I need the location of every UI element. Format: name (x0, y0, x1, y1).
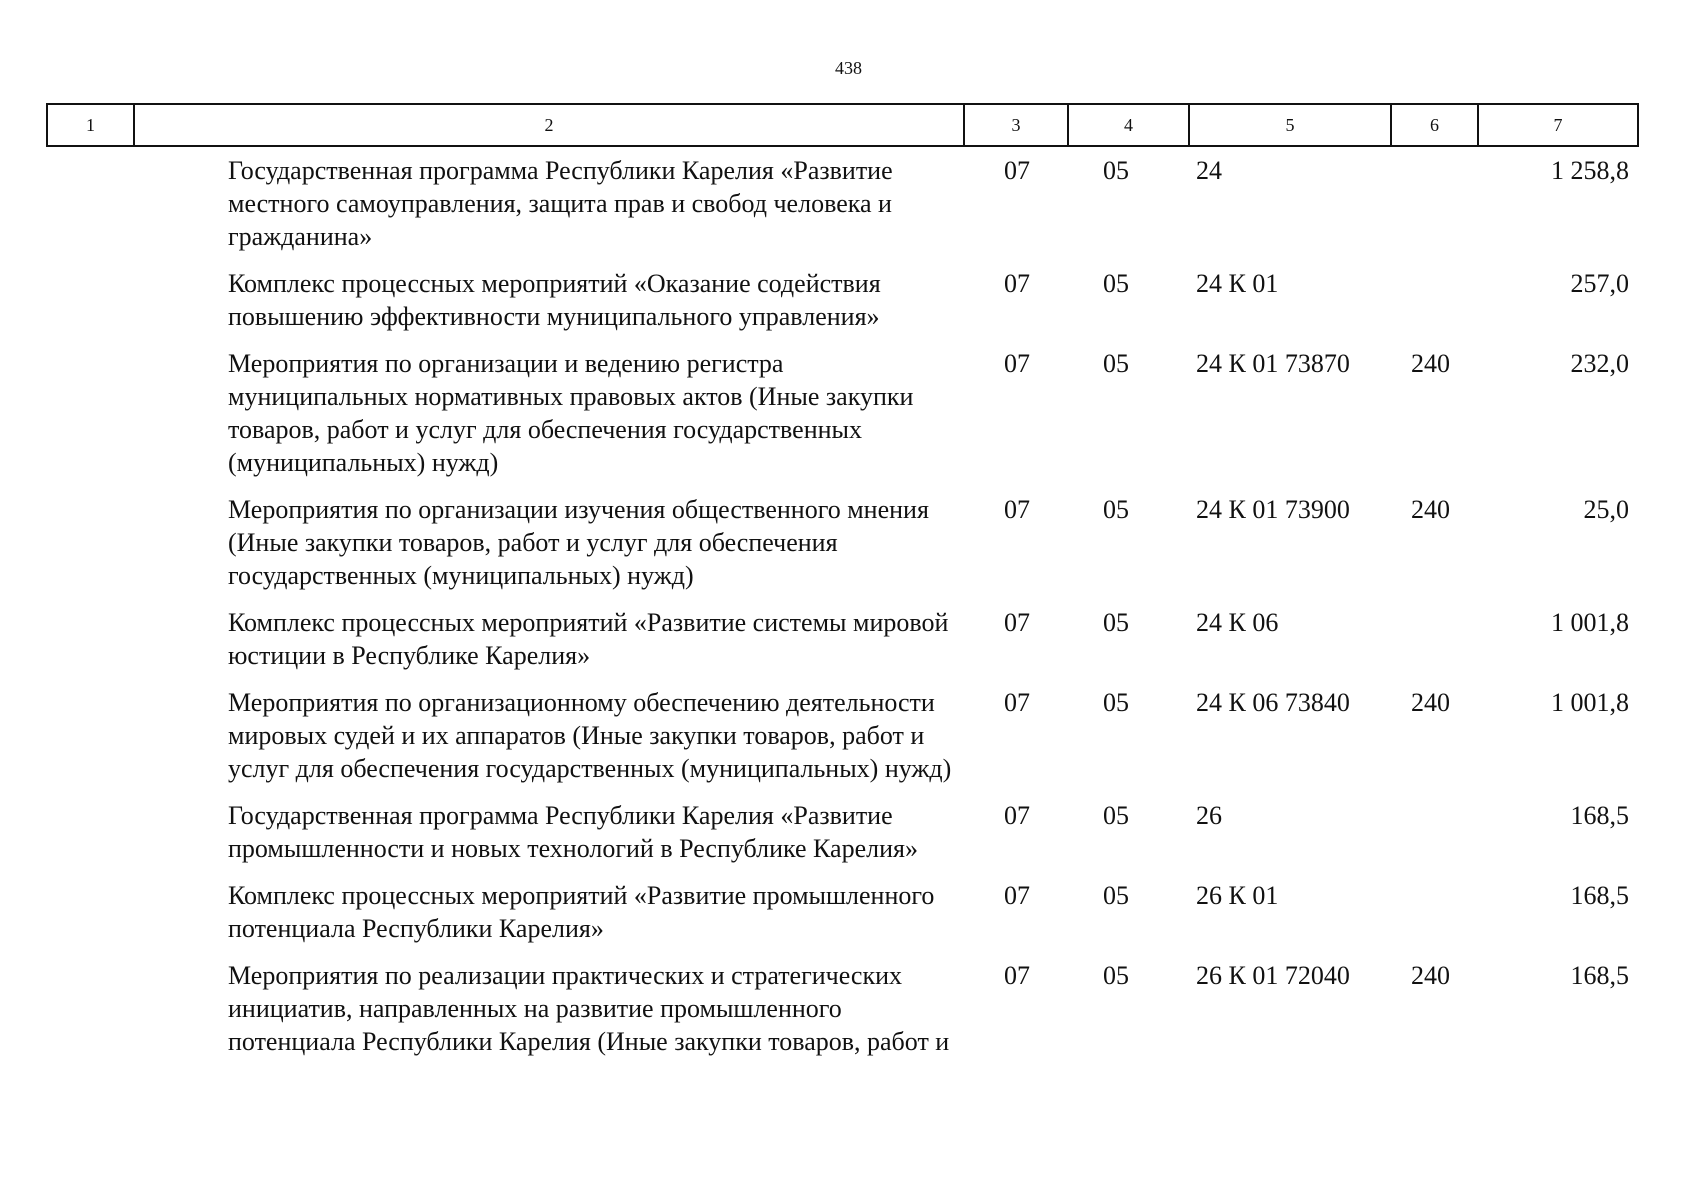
cell-expense-type (1390, 879, 1477, 959)
cell-number (46, 686, 133, 799)
cell-section: 07 (1004, 269, 1030, 298)
cell-subsection: 05 (1103, 156, 1129, 185)
cell-amount: 257,0 (1570, 269, 1629, 298)
cell-target-article: 24 К 06 73840 (1196, 688, 1350, 717)
table-row (46, 347, 1637, 493)
cell-amount: 168,5 (1570, 961, 1629, 990)
cell-target-article: 24 К 01 73900 (1196, 495, 1350, 524)
budget-table (46, 154, 1637, 1072)
header-cell-6: 6 (1391, 104, 1478, 146)
cell-subsection: 05 (1103, 608, 1129, 637)
cell-number (46, 799, 133, 879)
cell-number (46, 154, 133, 267)
cell-name: Мероприятия по организационному обеспечению деятельности мировых судей и их аппаратов (Иные закупки товаров, работ и услуг для обеспечения государственных (муниципальных) нужд) (228, 688, 952, 783)
cell-number (46, 267, 133, 347)
cell-section: 07 (1004, 881, 1030, 910)
cell-subsection: 05 (1103, 269, 1129, 298)
cell-target-article: 24 К 01 (1196, 269, 1279, 298)
cell-section: 07 (1004, 349, 1030, 378)
header-cell-2: 2 (134, 104, 964, 146)
table-row (46, 879, 1637, 959)
cell-section: 07 (1004, 608, 1030, 637)
cell-expense-type: 240 (1411, 349, 1450, 378)
header-cell-3: 3 (964, 104, 1068, 146)
cell-number (46, 493, 133, 606)
cell-name: Мероприятия по реализации практических и стратегических инициатив, направленных на развитие промышленного потенциала Республики Карелия (Иные закупки товаров, работ и (228, 961, 950, 1056)
table-row (46, 959, 1637, 1072)
cell-amount: 1 001,8 (1551, 688, 1629, 717)
cell-expense-type: 240 (1411, 961, 1450, 990)
header-cell-4: 4 (1068, 104, 1189, 146)
cell-name: Мероприятия по организации и ведению регистра муниципальных нормативных правовых актов (Иные закупки товаров, работ и услуг для обеспечения государственных (муниципальных) нужд) (228, 349, 914, 477)
cell-number (46, 606, 133, 686)
cell-section: 07 (1004, 156, 1030, 185)
cell-number (46, 879, 133, 959)
cell-section: 07 (1004, 688, 1030, 717)
cell-amount: 168,5 (1570, 881, 1629, 910)
cell-expense-type: 240 (1411, 688, 1450, 717)
cell-subsection: 05 (1103, 801, 1129, 830)
cell-name: Государственная программа Республики Карелия «Развитие местного самоуправления, защита прав и свобод человека и гражданина» (228, 156, 893, 251)
cell-subsection: 05 (1103, 961, 1129, 990)
cell-target-article: 26 (1196, 801, 1222, 830)
table-row (46, 154, 1637, 267)
page-number: 438 (835, 58, 862, 78)
cell-expense-type (1390, 154, 1477, 267)
column-number-header (46, 103, 1639, 147)
cell-amount: 1 001,8 (1551, 608, 1629, 637)
cell-subsection: 05 (1103, 688, 1129, 717)
cell-name: Государственная программа Республики Карелия «Развитие промышленности и новых технологий в Республике Карелия» (228, 801, 918, 863)
cell-target-article: 26 К 01 (1196, 881, 1279, 910)
cell-number (46, 959, 133, 1072)
table-row (46, 686, 1637, 799)
cell-expense-type: 240 (1411, 495, 1450, 524)
table-row (46, 606, 1637, 686)
header-cell-7: 7 (1478, 104, 1638, 146)
cell-amount: 1 258,8 (1551, 156, 1629, 185)
header-cell-5: 5 (1189, 104, 1391, 146)
cell-name: Мероприятия по организации изучения общественного мнения (Иные закупки товаров, работ и услуг для обеспечения государственных (муниципальных) нужд) (228, 495, 929, 590)
cell-expense-type (1390, 267, 1477, 347)
cell-subsection: 05 (1103, 349, 1129, 378)
cell-amount: 25,0 (1583, 495, 1629, 524)
cell-number (46, 347, 133, 493)
cell-amount: 168,5 (1570, 801, 1629, 830)
cell-target-article: 24 К 01 73870 (1196, 349, 1350, 378)
table-row (46, 799, 1637, 879)
cell-target-article: 24 (1196, 156, 1222, 185)
table-row (46, 267, 1637, 347)
cell-amount: 232,0 (1570, 349, 1629, 378)
cell-expense-type (1390, 606, 1477, 686)
table-row (46, 493, 1637, 606)
cell-subsection: 05 (1103, 495, 1129, 524)
cell-target-article: 26 К 01 72040 (1196, 961, 1350, 990)
cell-section: 07 (1004, 801, 1030, 830)
cell-name: Комплекс процессных мероприятий «Развитие системы мировой юстиции в Республике Карелия» (228, 608, 949, 670)
header-cell-1: 1 (47, 104, 134, 146)
cell-section: 07 (1004, 961, 1030, 990)
cell-target-article: 24 К 06 (1196, 608, 1279, 637)
header-row (47, 104, 1638, 146)
cell-expense-type (1390, 799, 1477, 879)
cell-subsection: 05 (1103, 881, 1129, 910)
cell-name: Комплекс процессных мероприятий «Развитие промышленного потенциала Республики Карелия» (228, 881, 935, 943)
cell-section: 07 (1004, 495, 1030, 524)
cell-name: Комплекс процессных мероприятий «Оказание содействия повышению эффективности муниципального управления» (228, 269, 881, 331)
